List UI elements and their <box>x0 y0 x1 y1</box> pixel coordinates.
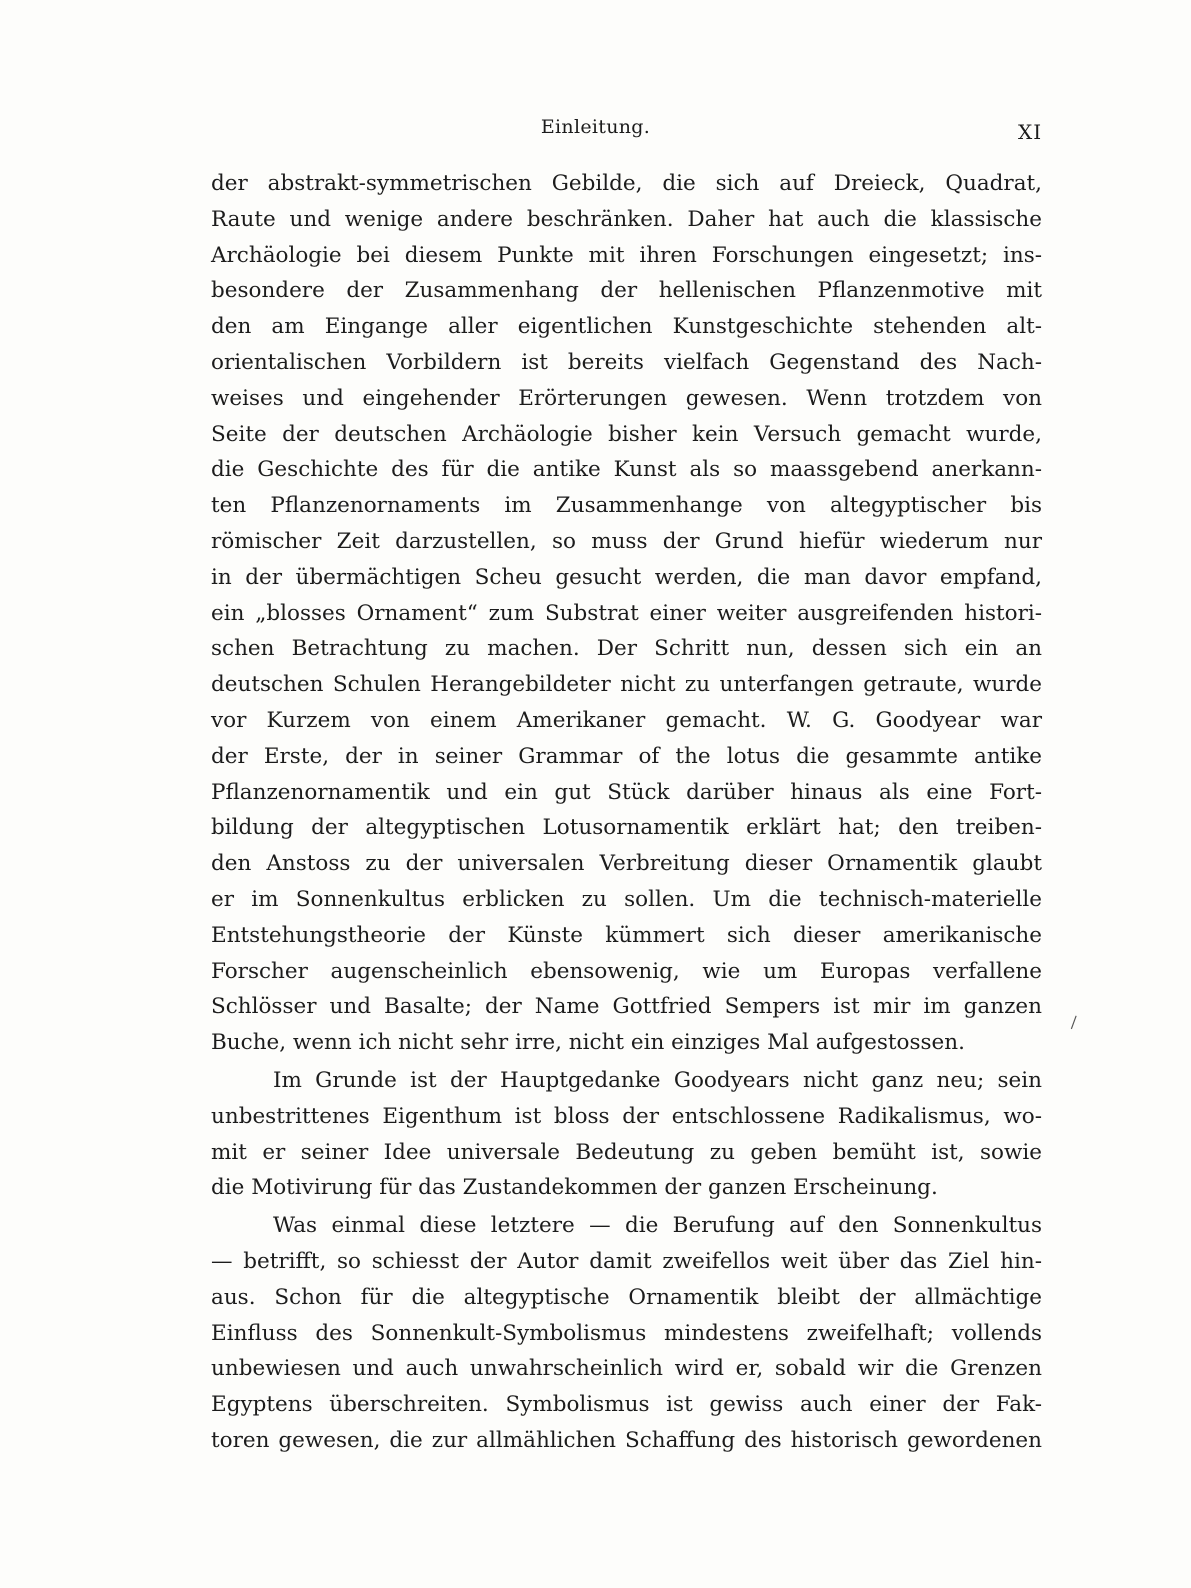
text-line: ein „blosses Ornament“ zum Substrat einer weiter ausgreifenden histori- <box>211 600 1042 626</box>
text-line: toren gewesen, die zur allmählichen Schaffung des historisch gewordenen <box>211 1427 1042 1453</box>
text-line: den Anstoss zu der universalen Verbreitung dieser Ornamentik glaubt <box>211 851 1042 877</box>
text-line: orientalischen Vorbildern ist bereits vielfach Gegenstand des Nach- <box>211 349 1042 375</box>
running-header: Einleitung. <box>540 116 651 138</box>
text-line: er im Sonnenkultus erblicken zu sollen. Um die technisch-materielle <box>211 886 1042 912</box>
text-line: in der übermächtigen Scheu gesucht werden, die man davor empfand, <box>211 564 1042 590</box>
text-line: Schlösser und Basalte; der Name Gottfried Sempers ist mir im ganzen <box>211 994 1042 1020</box>
text-line: — betrifft, so schiesst der Autor damit zweifellos weit über das Ziel hin- <box>211 1248 1042 1274</box>
page-number: XI <box>1018 120 1043 144</box>
text-line: mit er seiner Idee universale Bedeutung zu geben bemüht ist, sowie <box>211 1139 1042 1165</box>
body-text <box>211 166 1042 1459</box>
margin-mark: ❘ <box>1065 1012 1083 1032</box>
text-line: der Erste, der in seiner Grammar of the lotus die gesammte antike <box>211 743 1042 769</box>
text-line: Was einmal diese letztere — die Berufung auf den Sonnenkultus <box>273 1213 1042 1239</box>
text-line: römischer Zeit darzustellen, so muss der Grund hiefür wiederum nur <box>211 528 1042 554</box>
text-line: Entstehungstheorie der Künste kümmert sich dieser amerikanische <box>211 922 1042 948</box>
text-line: Raute und wenige andere beschränken. Daher hat auch die klassische <box>211 206 1042 232</box>
text-line: deutschen Schulen Herangebildeter nicht zu unterfangen getraute, wurde <box>211 672 1042 698</box>
text-line: den am Eingange aller eigentlichen Kunstgeschichte stehenden alt- <box>211 314 1042 340</box>
text-line: ten Pflanzenornaments im Zusammenhange von altegyptischer bis <box>211 493 1042 519</box>
text-line: schen Betrachtung zu machen. Der Schritt nun, dessen sich ein an <box>211 636 1042 662</box>
text-line: Egyptens überschreiten. Symbolismus ist gewiss auch einer der Fak- <box>211 1392 1042 1418</box>
text-line: unbestrittenes Eigenthum ist bloss der entschlossene Radikalismus, wo- <box>211 1103 1042 1129</box>
text-line: die Motivirung für das Zustandekommen der ganzen Erscheinung. <box>211 1175 938 1201</box>
text-line: weises und eingehender Erörterungen gewesen. Wenn trotzdem von <box>211 385 1042 411</box>
text-line: vor Kurzem von einem Amerikaner gemacht. W. G. Goodyear war <box>211 707 1042 733</box>
text-line: Buche, wenn ich nicht sehr irre, nicht ein einziges Mal aufgestossen. <box>211 1030 965 1056</box>
text-line: aus. Schon für die altegyptische Ornamentik bleibt der allmächtige <box>211 1284 1042 1310</box>
text-line: Forscher augenscheinlich ebensowenig, wie um Europas verfallene <box>211 958 1042 984</box>
text-line: unbewiesen und auch unwahrscheinlich wird er, sobald wir die Grenzen <box>211 1356 1042 1382</box>
text-line: Einfluss des Sonnenkult-Symbolismus mindestens zweifelhaft; vollends <box>211 1320 1042 1346</box>
text-line: Seite der deutschen Archäologie bisher kein Versuch gemacht wurde, <box>211 421 1042 447</box>
text-line: Pflanzenornamentik und ein gut Stück darüber hinaus als eine Fort- <box>211 779 1042 805</box>
text-line: Im Grunde ist der Hauptgedanke Goodyears nicht ganz neu; sein <box>273 1067 1042 1093</box>
text-line: die Geschichte des für die antike Kunst als so maassgebend anerkann- <box>211 457 1042 483</box>
text-line: bildung der altegyptischen Lotusornamentik erklärt hat; den treiben- <box>211 815 1042 841</box>
text-line: der abstrakt-symmetrischen Gebilde, die sich auf Dreieck, Quadrat, <box>211 171 1042 196</box>
text-line: besondere der Zusammenhang der hellenischen Pflanzenmotive mit <box>211 278 1042 304</box>
text-line: Archäologie bei diesem Punkte mit ihren Forschungen eingesetzt; ins- <box>211 242 1042 268</box>
